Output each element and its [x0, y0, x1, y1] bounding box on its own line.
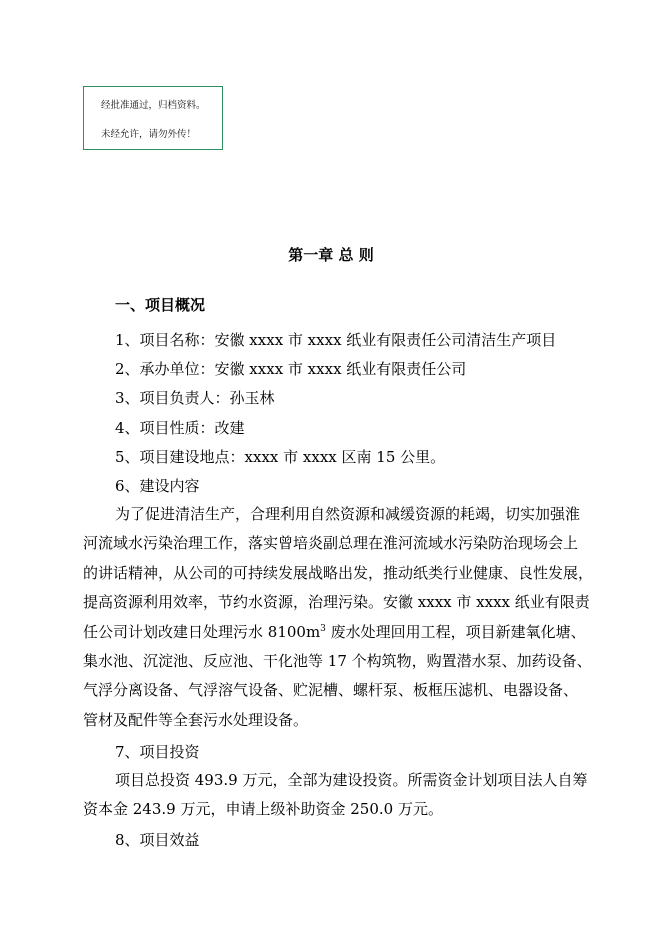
chapter-title: 第一章 总 则 — [288, 246, 374, 264]
paragraph-line: 资本金 243.9 万元，申请上级补助资金 250.0 万元。 — [83, 800, 443, 819]
paragraph-line: 气浮分离设备、气浮溶气设备、贮泥槽、螺杆泵、板框压滤机、电器设备、 — [83, 681, 579, 700]
paragraph-text: 任公司计划改建日处理污水 8100m — [83, 622, 321, 641]
stamp-line-approved: 经批准通过，归档资料。 — [101, 100, 206, 111]
construction-paragraph — [83, 500, 613, 735]
item-construction-content: 6、建设内容 — [115, 477, 200, 495]
superscript-3: 3 — [320, 623, 326, 634]
paragraph-line: 管材及配件等全套污水处理设备。 — [83, 710, 309, 729]
item-project-benefits: 8、项目效益 — [115, 831, 200, 849]
item-organizer: 2、承办单位：安徽 xxxx 市 xxxx 纸业有限责任公司 — [115, 360, 467, 378]
paragraph-line: 集水池、沉淀池、反应池、干化池等 17 个构筑物，购置潜水泵、加药设备、 — [83, 651, 592, 670]
paragraph-line: 的讲话精神，从公司的可持续发展战略出发，推动纸类行业健康、良性发展， — [83, 563, 594, 582]
paragraph-text: 废水处理回用工程，项目新建氧化塘、 — [325, 622, 586, 641]
paragraph-line: 河流域水污染治理工作，落实曾培炎副总理在淮河流域水污染防治现场会上 — [83, 534, 579, 553]
item-project-leader: 3、项目负责人：孙玉林 — [115, 389, 275, 407]
item-project-name: 1、项目名称：安徽 xxxx 市 xxxx 纸业有限责任公司清洁生产项目 — [115, 331, 557, 349]
paragraph-line: 项目总投资 493.9 万元，全部为建设投资。所需资金计划项目法人自筹 — [115, 771, 588, 789]
paragraph-line — [83, 618, 613, 647]
paragraph-line: 提高资源利用效率，节约水资源，治理污染。安徽 xxxx 市 xxxx 纸业有限责 — [83, 593, 590, 612]
stamp-line-confidential: 未经允许，请勿外传！ — [101, 129, 197, 140]
section-heading: 一、项目概况 — [115, 296, 206, 314]
item-project-location: 5、项目建设地点：xxxx 市 xxxx 区南 15 公里。 — [115, 448, 446, 466]
approval-stamp — [83, 86, 223, 150]
item-project-nature: 4、项目性质：改建 — [115, 419, 245, 437]
paragraph-line: 为了促进清洁生产，合理利用自然资源和减缓资源的耗竭，切实加强淮 — [115, 505, 581, 523]
investment-paragraph — [83, 766, 613, 825]
item-project-investment: 7、项目投资 — [115, 743, 200, 761]
